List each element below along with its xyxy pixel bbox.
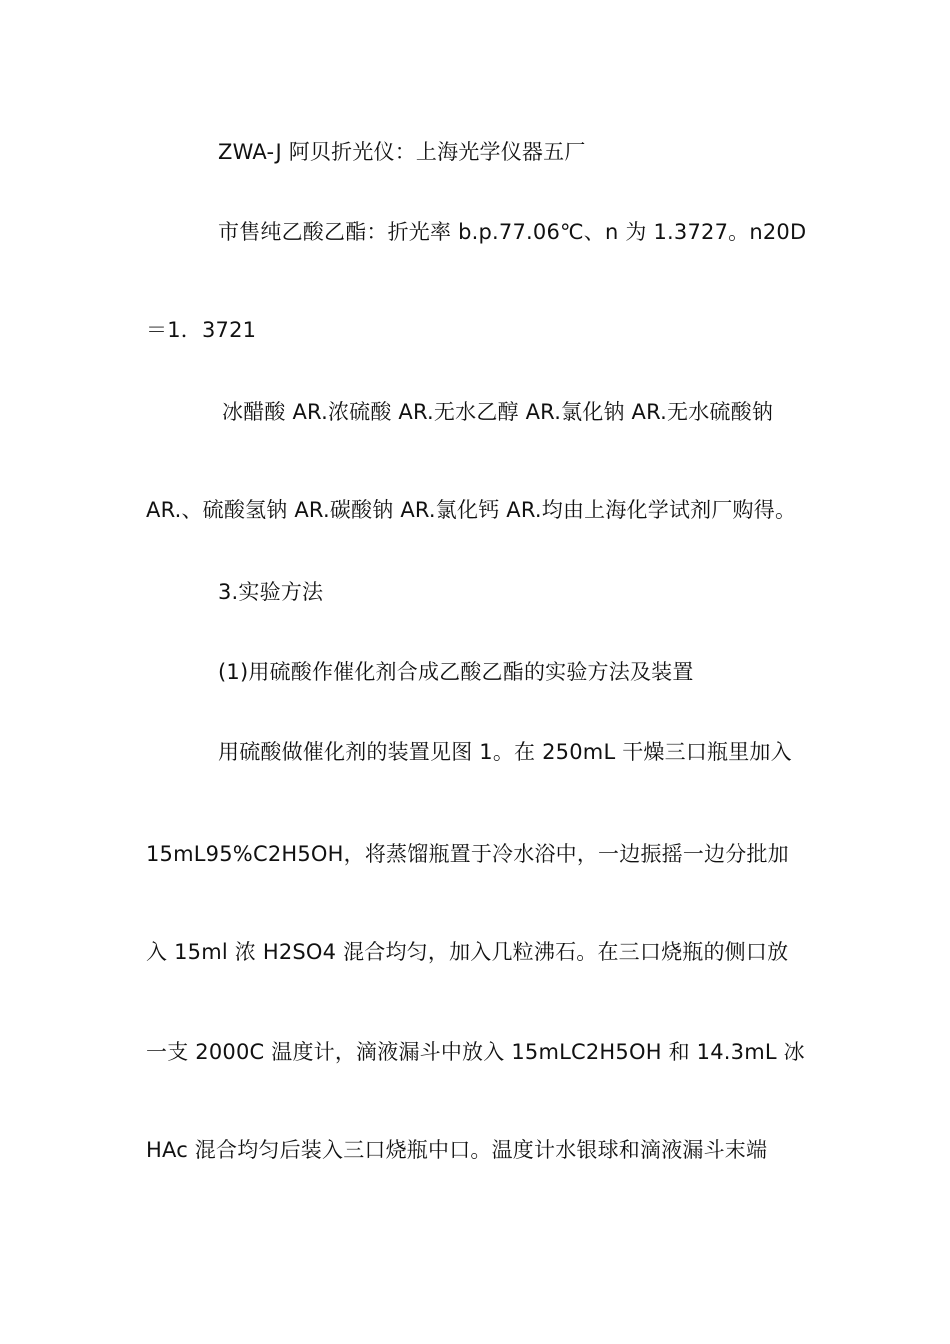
paragraph-line: 用硫酸做催化剂的装置见图 1。在 250mL 干燥三口瓶里加入 [218, 740, 792, 764]
paragraph-line: 一支 2000C 温度计，滴液漏斗中放入 15mLC2H5OH 和 14.3mL 冰 [146, 1040, 805, 1064]
reagents-line-continued: AR.、硫酸氢钠 AR.碳酸钠 AR.氯化钙 AR.均由上海化学试剂厂购得。 [146, 498, 797, 522]
section-heading: 3.实验方法 [218, 580, 324, 604]
subsection-heading: (1)用硫酸作催化剂合成乙酸乙酯的实验方法及装置 [218, 660, 694, 684]
ethyl-acetate-line: 市售纯乙酸乙酯：折光率 b.p.77.06℃、n 为 1.3727。n20D [218, 220, 807, 244]
paragraph-line: HAc 混合均匀后装入三口烧瓶中口。温度计水银球和滴液漏斗末端 [146, 1138, 768, 1162]
paragraph-line: 15mL95%C2H5OH，将蒸馏瓶置于冷水浴中，一边振摇一边分批加 [146, 842, 789, 866]
paragraph-line: 入 15ml 浓 H2SO4 混合均匀，加入几粒沸石。在三口烧瓶的侧口放 [146, 940, 789, 964]
reagents-line: 冰醋酸 AR.浓硫酸 AR.无水乙醇 AR.氯化钠 AR.无水硫酸钠 [222, 400, 774, 424]
refractive-index-line: ＝1．3721 [146, 318, 257, 342]
instrument-line: ZWA-J 阿贝折光仪：上海光学仪器五厂 [218, 140, 586, 164]
